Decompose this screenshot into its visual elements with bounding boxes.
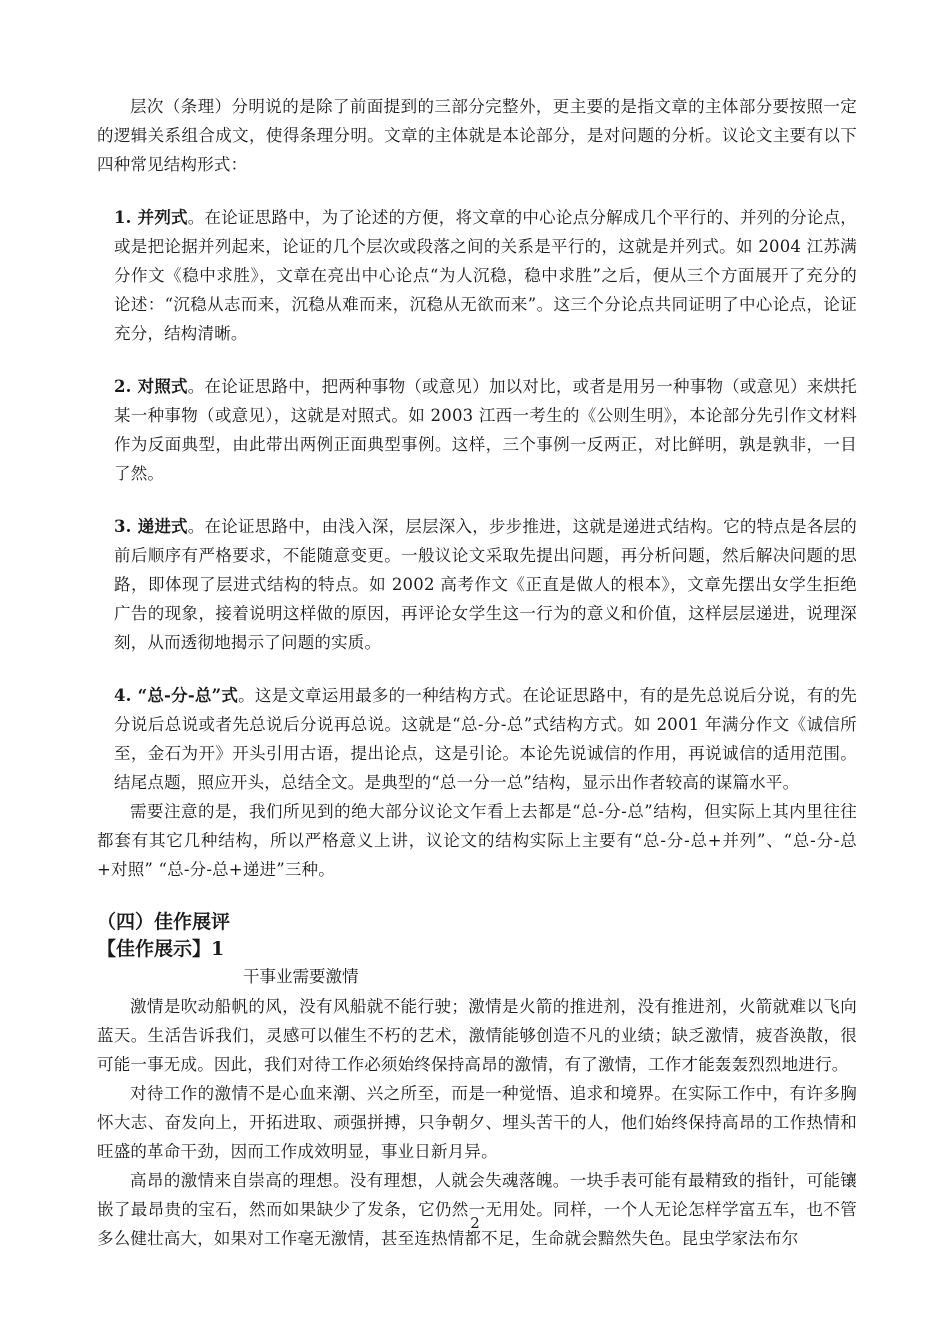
essay-title: 干事业需要激情 bbox=[243, 967, 359, 986]
page-content bbox=[97, 92, 857, 1253]
essay-paragraph: 高昂的激情来自崇高的理想。没有理想，人就会失魂落魄。一块手表可能有最精致的指针，可能镶嵌了最昂贵的宝石，然而如果缺少了发条，它仍然一无用处。同样，一个人无论怎样学富五车，也不管多么健壮高大，如果对工作毫无激情，甚至连热情都不足，生命就会黯然失色。昆虫学家法布尔 bbox=[97, 1171, 857, 1248]
item-text: 。这是文章运用最多的一种结构方式。在论证思路中，有的是先总说后分说，有的先分说后总说或者先总说后分说再总说。这就是“总-分-总”式结构方式。如 2001 年满分作文《诚信所至，金石为开》开头引用古语，提出论点，这是引论。本论先说诚信的作用，再说诚信的适用范围。结尾点题，照应开头，总结全文。是典型的“总一分一总”结构，显示出作者较高的谋篇水平。 bbox=[114, 686, 857, 792]
intro-paragraph: 层次（条理）分明说的是除了前面提到的三部分完整外，更主要的是指文章的主体部分要按照一定的逻辑关系组合成文，使得条理分明。文章的主体就是本论部分，是对问题的分析。议论文主要有以下四种常见结构形式： bbox=[97, 97, 857, 174]
structure-item-progressive bbox=[97, 512, 857, 657]
item-heading: 3. 递进式 bbox=[114, 517, 188, 536]
structure-item-contrast bbox=[97, 372, 857, 488]
item-text: 。在论证思路中，由浅入深，层层深入，步步推进，这就是递进式结构。它的特点是各层的前后顺序有严格要求，不能随意变更。一般议论文采取先提出问题，再分析问题，然后解决问题的思路，即体现了层进式结构的特点。如 2002 高考作文《正直是做人的根本》，文章先摆出女学生拒绝广告的现象，接着说明这样做的原因，再评论女学生这一行为的意义和价值，这样层层递进，说理深刻，从而透彻地揭示了问题的实质。 bbox=[114, 517, 858, 652]
item-text: 。在论证思路中，把两种事物（或意见）加以对比，或者是用另一种事物（或意见）来烘托某一种事物（或意见），这就是对照式。如 2003 江西一考生的《公则生明》，本论部分先引作文材料作为反面典型，由此带出两例正面典型事例。这样，三个事例一反两正，对比鲜明，孰是孰非，一目了然。 bbox=[114, 377, 858, 483]
note-paragraph: 需要注意的是，我们所见到的绝大部分议论文乍看上去都是“总-分-总”结构，但实际上其内里往往都套有其它几种结构，所以严格意义上讲，议论文的结构实际上主要有“总-分-总+并列”、“总-分-总+对照” “总-分-总+递进”三种。 bbox=[97, 802, 857, 879]
item-heading: 4. “总-分-总”式 bbox=[114, 686, 239, 705]
item-heading: 2. 对照式 bbox=[114, 377, 188, 396]
page-number: 2 bbox=[470, 1214, 480, 1232]
structure-item-general-specific bbox=[97, 681, 857, 797]
essay-paragraph: 对待工作的激情不是心血来潮、兴之所至，而是一种觉悟、追求和境界。在实际工作中，有许多胸怀大志、奋发向上，开拓进取、顽强拼搏，只争朝夕、埋头苦干的人，他们始终保持高昂的工作热情和旺盛的革命干劲，因而工作成效明显，事业日新月异。 bbox=[97, 1084, 857, 1161]
structure-item-parallel bbox=[97, 203, 857, 348]
item-heading: 1. 并列式 bbox=[114, 208, 188, 227]
showcase-heading: 【佳作展示】1 bbox=[97, 938, 225, 960]
item-text: 。在论证思路中，为了论述的方便，将文章的中心论点分解成几个平行的、并列的分论点，或是把论据并列起来，论证的几个层次或段落之间的关系是平行的，这就是并列式。如 2004 江苏满分作文《稳中求胜》，文章在亮出中心论点“为人沉稳，稳中求胜”之后，便从三个方面展开了充分的论述：“沉稳从志而来，沉稳从难而来，沉稳从无欲而来”。这三个分论点共同证明了中心论点，论证充分，结构清晰。 bbox=[114, 208, 858, 343]
section-heading: （四）佳作展评 bbox=[97, 911, 231, 933]
essay-paragraph: 激情是吹动船帆的风，没有风船就不能行驶；激情是火箭的推进剂，没有推进剂，火箭就难以飞向蓝天。生活告诉我们，灵感可以催生不朽的艺术，激情能够创造不凡的业绩；缺乏激情，疲沓涣散，很可能一事无成。因此，我们对待工作必须始终保持高昂的激情，有了激情，工作才能轰轰烈烈地进行。 bbox=[97, 997, 857, 1074]
